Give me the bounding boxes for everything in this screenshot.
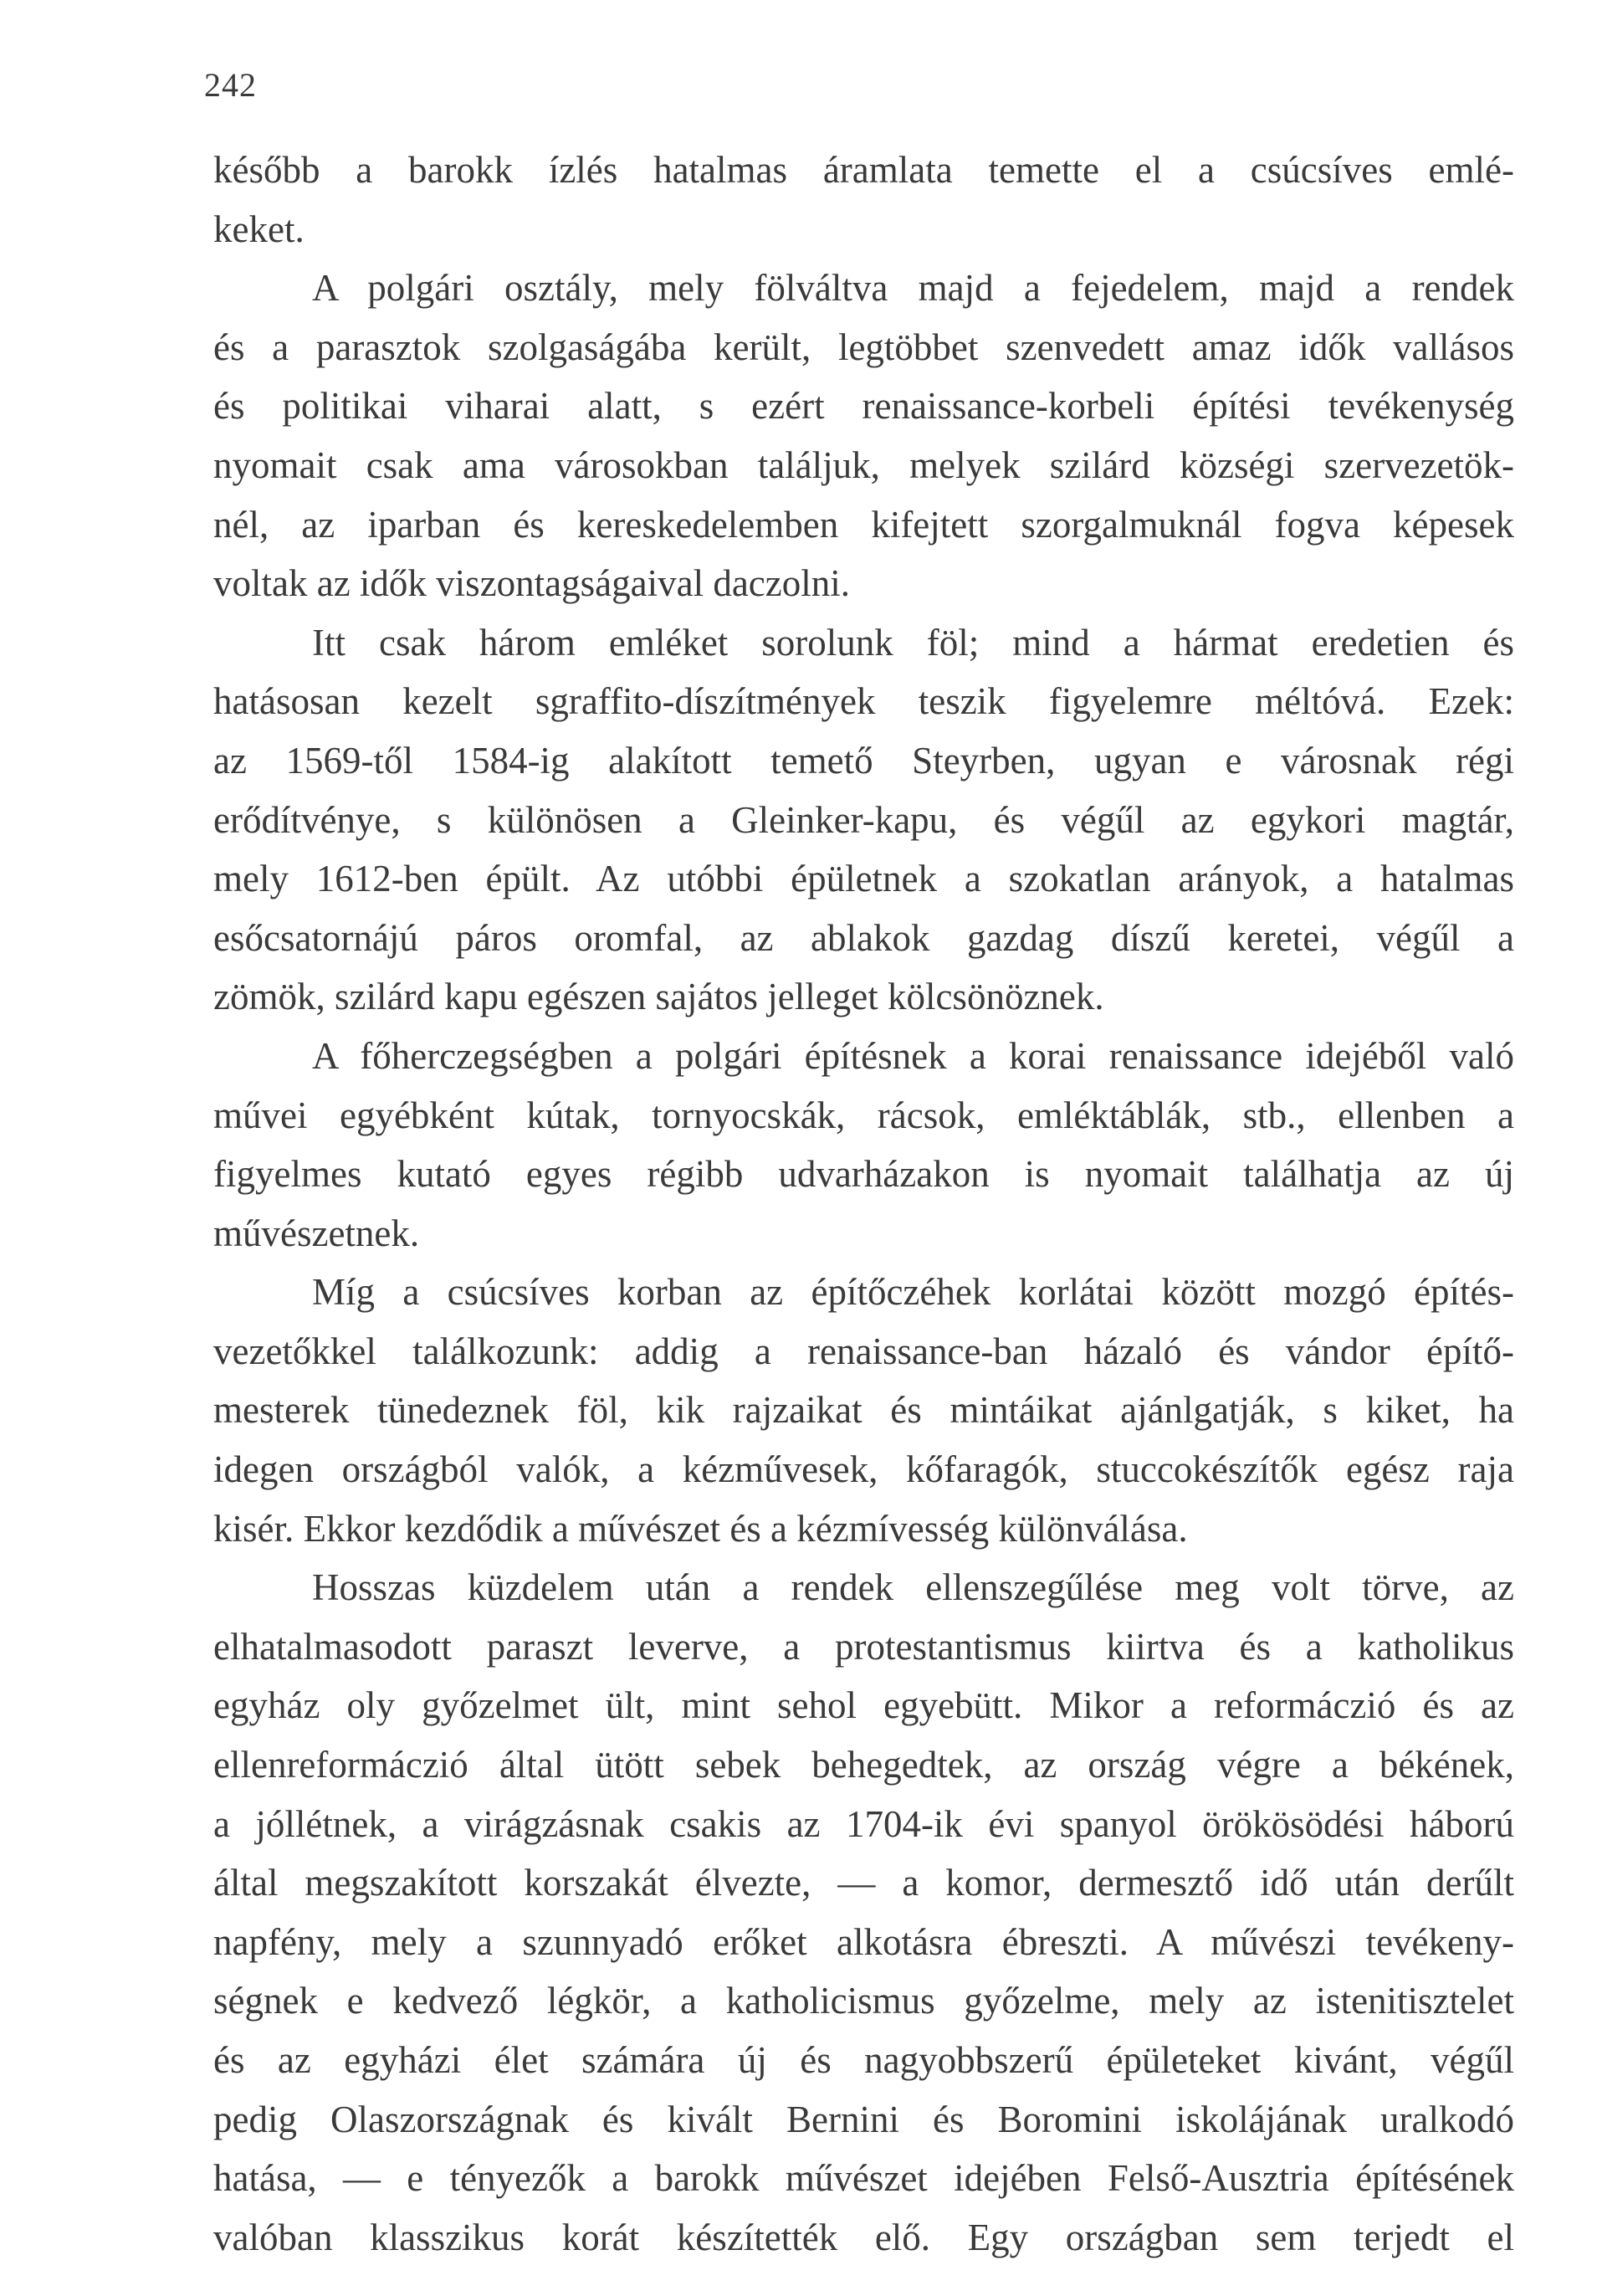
text-line: ségnek e kedvező légkör, a katholicismus győzelme, mely az istenitisztelet (213, 1980, 1514, 2022)
text-line: figyelmes kutató egyes régibb udvarházakon is nyomait találhatja az új (213, 1153, 1514, 1196)
text-line: és az egyházi élet számára új és nagyobbszerű épületeket kivánt, végűl (213, 2039, 1514, 2081)
text-line: Míg a csúcsíves korban az építőczéhek korlátai között mozgó építés- (312, 1271, 1514, 1314)
text-line: esőcsatornájú páros oromfal, az ablakok gazdag díszű keretei, végűl a (213, 916, 1514, 959)
text-line: egyház oly győzelmet ült, mint sehol egyebütt. Mikor a reformáczió és az (213, 1684, 1514, 1727)
text-line: és politikai viharai alatt, s ezért renaissance-korbeli építési tevékenység (213, 385, 1514, 428)
text-line: művei egyébként kútak, tornyocskák, rácsok, emléktáblák, stb., ellenben a (213, 1094, 1514, 1136)
page-number: 242 (204, 66, 257, 104)
text-line: és a parasztok szolgaságába került, legtöbbet szenvedett amaz idők vallásos (213, 325, 1514, 368)
text-line: a jóllétnek, a virágzásnak csakis az 1704-ik évi spanyol örökösödési háború (213, 1802, 1514, 1845)
text-line: művészetnek. (213, 1212, 420, 1254)
text-line: vezetőkkel találkozunk: addig a renaissance-ban házaló és vándor építő- (213, 1330, 1514, 1372)
text-line: által megszakított korszakát élvezte, — a komor, dermesztő idő után derűlt (213, 1862, 1514, 1904)
text-line: hatásosan kezelt sgraffito-díszítmények teszik figyelemre méltóvá. Ezek: (213, 680, 1514, 723)
text-line: elhatalmasodott paraszt leverve, a protestantismus kiirtva és a katholikus (213, 1625, 1514, 1668)
text-line: ellenreformáczió által ütött sebek behegedtek, az ország végre a békének, (213, 1744, 1514, 1786)
text-line: Itt csak három emléket sorolunk föl; mind a hármat eredetien és (312, 621, 1514, 664)
text-line: napfény, mely a szunnyadó erőket alkotásra ébreszti. A művészi tevékeny- (213, 1920, 1514, 1963)
text-line: nyomait csak ama városokban találjuk, melyek szilárd községi szervezetök- (213, 443, 1514, 486)
text-line: az 1569-től 1584-ig alakított temető Steyrben, ugyan e városnak régi (213, 739, 1514, 782)
text-line: mesterek tünedeznek föl, kik rajzaikat és mintáikat ajánlgatják, s kiket, ha (213, 1389, 1514, 1432)
text-line: valóban klasszikus korát készítették elő. Egy országban sem terjedt el (213, 2216, 1514, 2258)
text-line: A polgári osztály, mely fölváltva majd a fejedelem, majd a rendek (312, 267, 1514, 310)
text-line: zömök, szilárd kapu egészen sajátos jelleget kölcsönöznek. (213, 976, 1104, 1018)
text-line: A főherczegségben a polgári építésnek a korai renaissance idejéből való (312, 1034, 1514, 1077)
text-line: idegen országból valók, a kézművesek, kőfaragók, stuccokészítők egész raja (213, 1448, 1514, 1491)
text-line: hatása, — e tényezők a barokk művészet idejében Felső-Ausztria építésének (213, 2157, 1514, 2200)
text-line: erődítvénye, s különösen a Gleinker-kapu, és végűl az egykori magtár, (213, 798, 1514, 841)
text-line: nél, az iparban és kereskedelemben kifejtett szorgalmuknál fogva képesek (213, 503, 1514, 546)
text-line: később a barokk ízlés hatalmas áramlata temette el a csúcsíves emlé- (213, 149, 1514, 191)
body-text (213, 141, 1514, 2267)
text-line: mely 1612-ben épült. Az utóbbi épületnek a szokatlan arányok, a hatalmas (213, 858, 1514, 900)
text-line: pedig Olaszországnak és kivált Bernini és Boromini iskolájának uralkodó (213, 2098, 1514, 2140)
text-line: Hosszas küzdelem után a rendek ellenszegűlése meg volt törve, az (312, 1566, 1514, 1609)
text-line: keket. (213, 208, 305, 250)
text-line: voltak az idők viszontagságaival daczolni. (213, 562, 851, 605)
text-line: kisér. Ekkor kezdődik a művészet és a kézmívesség különválása. (213, 1507, 1188, 1550)
